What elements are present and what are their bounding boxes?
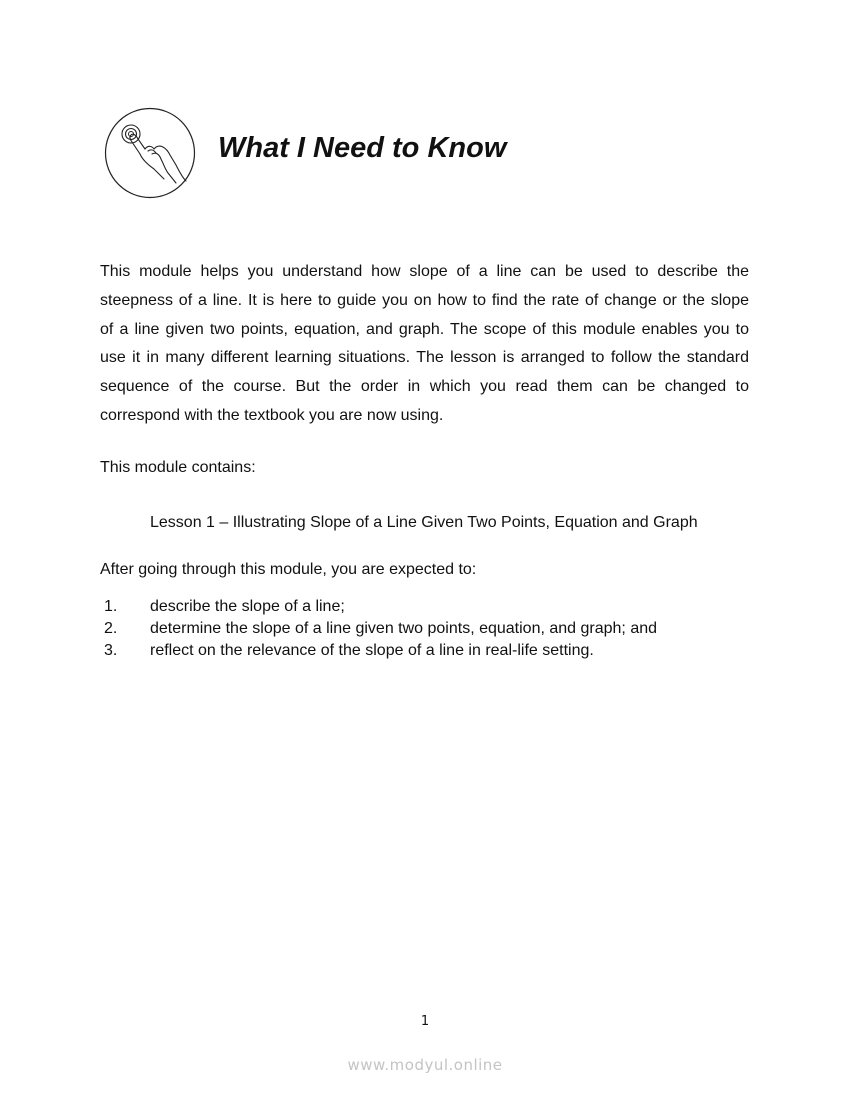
hand-tap-icon xyxy=(104,107,196,199)
contains-label: This module contains: xyxy=(100,459,256,476)
list-number: 1. xyxy=(104,598,118,615)
expected-label: After going through this module, you are expected to: xyxy=(100,561,477,578)
section-title: What I Need to Know xyxy=(218,132,507,164)
watermark: www.modyul.online xyxy=(347,1056,503,1074)
list-item xyxy=(100,598,345,616)
list-text: determine the slope of a line given two points, equation, and graph; and xyxy=(150,620,658,637)
list-text: describe the slope of a line; xyxy=(150,598,345,615)
list-number: 3. xyxy=(104,642,118,659)
list-text: reflect on the relevance of the slope of a line in real-life setting. xyxy=(150,642,594,659)
paragraph-line: This module helps you understand how slope of a line can be used to describe the xyxy=(100,263,749,280)
paragraph-line: correspond with the textbook you are now using. xyxy=(100,407,444,424)
list-number: 2. xyxy=(104,620,118,637)
paragraph-line: of a line given two points, equation, and graph. The scope of this module enables you to xyxy=(100,321,749,338)
list-item xyxy=(100,620,657,638)
lesson-item: Lesson 1 – Illustrating Slope of a Line Given Two Points, Equation and Graph xyxy=(150,514,698,531)
paragraph-line: steepness of a line. It is here to guide you on how to find the rate of change or the slope xyxy=(100,292,749,309)
paragraph-line: sequence of the course. But the order in which you read them can be changed to xyxy=(100,378,749,395)
list-item xyxy=(100,642,594,660)
page-number: 1 xyxy=(420,1014,430,1029)
paragraph-line: use it in many different learning situations. The lesson is arranged to follow the standard xyxy=(100,349,749,366)
